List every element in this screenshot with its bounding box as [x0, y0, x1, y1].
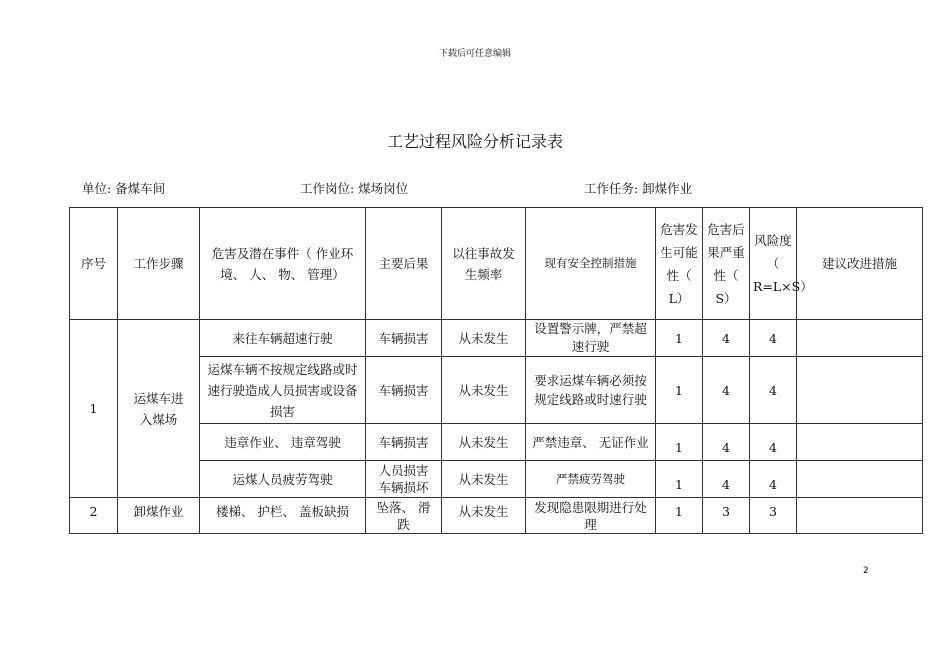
cell-consequence: 人员损害车辆损坏: [366, 461, 442, 498]
header-risk: 风险度（ R=L×S）: [750, 208, 797, 320]
cell-controls: 设置警示牌，严禁超速行驶: [526, 320, 656, 357]
meta-task: 工作任务: 卸煤作业: [584, 181, 693, 196]
cell-risk: 4: [750, 461, 797, 498]
cell-frequency: 从未发生: [442, 461, 526, 498]
cell-step: 卸煤作业: [118, 498, 200, 534]
cell-risk: 3: [750, 498, 797, 534]
header-step: 工作步骤: [118, 208, 200, 320]
cell-controls: 严禁疲劳驾驶: [526, 461, 656, 498]
cell-severity: 4: [703, 424, 750, 461]
cell-likelihood: 1: [656, 357, 703, 424]
cell-frequency: 从未发生: [442, 424, 526, 461]
header-likelihood: 危害发生可能性（ L）: [656, 208, 703, 320]
cell-risk: 4: [750, 357, 797, 424]
header-severity: 危害后果严重性（ S）: [703, 208, 750, 320]
cell-risk: 4: [750, 320, 797, 357]
cell-hazard: 运煤人员疲劳驾驶: [200, 461, 366, 498]
cell-seq: 1: [70, 320, 118, 498]
cell-hazard: 楼梯、 护栏、 盖板缺损: [200, 498, 366, 534]
cell-severity: 4: [703, 357, 750, 424]
header-suggestion: 建议改进措施: [797, 208, 923, 320]
table-header-row: [70, 208, 923, 320]
cell-severity: 4: [703, 320, 750, 357]
page-number: 2: [863, 566, 869, 576]
cell-likelihood: 1: [656, 424, 703, 461]
cell-step: 运煤车进入煤场: [118, 320, 200, 498]
cell-consequence: 车辆损害: [366, 357, 442, 424]
cell-frequency: 从未发生: [442, 498, 526, 534]
cell-controls: 发现隐患限期进行处理: [526, 498, 656, 534]
cell-severity: 3: [703, 498, 750, 534]
header-hazard: 危害及潜在事件（ 作业环境、 人、 物、 管理）: [200, 208, 366, 320]
meta-unit: 单位: 备煤车间: [82, 181, 166, 196]
cell-risk: 4: [750, 424, 797, 461]
header-controls: 现有安全控制措施: [526, 208, 656, 320]
cell-consequence: 车辆损害: [366, 320, 442, 357]
cell-likelihood: 1: [656, 320, 703, 357]
cell-hazard: 运煤车辆不按规定线路或时速行驶造成人员损害或设备损害: [200, 357, 366, 424]
header-consequence: 主要后果: [366, 208, 442, 320]
cell-frequency: 从未发生: [442, 357, 526, 424]
cell-likelihood: 1: [656, 461, 703, 498]
page-title: 工艺过程风险分析记录表: [386, 132, 563, 151]
cell-hazard: 违章作业、 违章驾驶: [200, 424, 366, 461]
cell-consequence: 车辆损害: [366, 424, 442, 461]
cell-hazard: 来往车辆超速行驶: [200, 320, 366, 357]
cell-suggestion: [797, 461, 923, 498]
cell-seq: 2: [70, 498, 118, 534]
header-seq: 序号: [70, 208, 118, 320]
cell-suggestion: [797, 424, 923, 461]
table-row: [70, 320, 923, 357]
cell-likelihood: 1: [656, 498, 703, 534]
header-note: 下载后可任意编辑: [438, 49, 511, 59]
cell-controls: 要求运煤车辆必须按规定线路或时速行驶: [526, 357, 656, 424]
cell-suggestion: [797, 498, 923, 534]
cell-consequence: 坠落、 滑跌: [366, 498, 442, 534]
header-frequency: 以往事故发生频率: [442, 208, 526, 320]
cell-frequency: 从未发生: [442, 320, 526, 357]
table-row: [70, 498, 923, 534]
risk-analysis-table: [69, 207, 923, 534]
cell-suggestion: [797, 320, 923, 357]
cell-severity: 4: [703, 461, 750, 498]
cell-suggestion: [797, 357, 923, 424]
cell-controls: 严禁违章、 无证作业: [526, 424, 656, 461]
meta-post: 工作岗位: 煤场岗位: [300, 181, 409, 196]
